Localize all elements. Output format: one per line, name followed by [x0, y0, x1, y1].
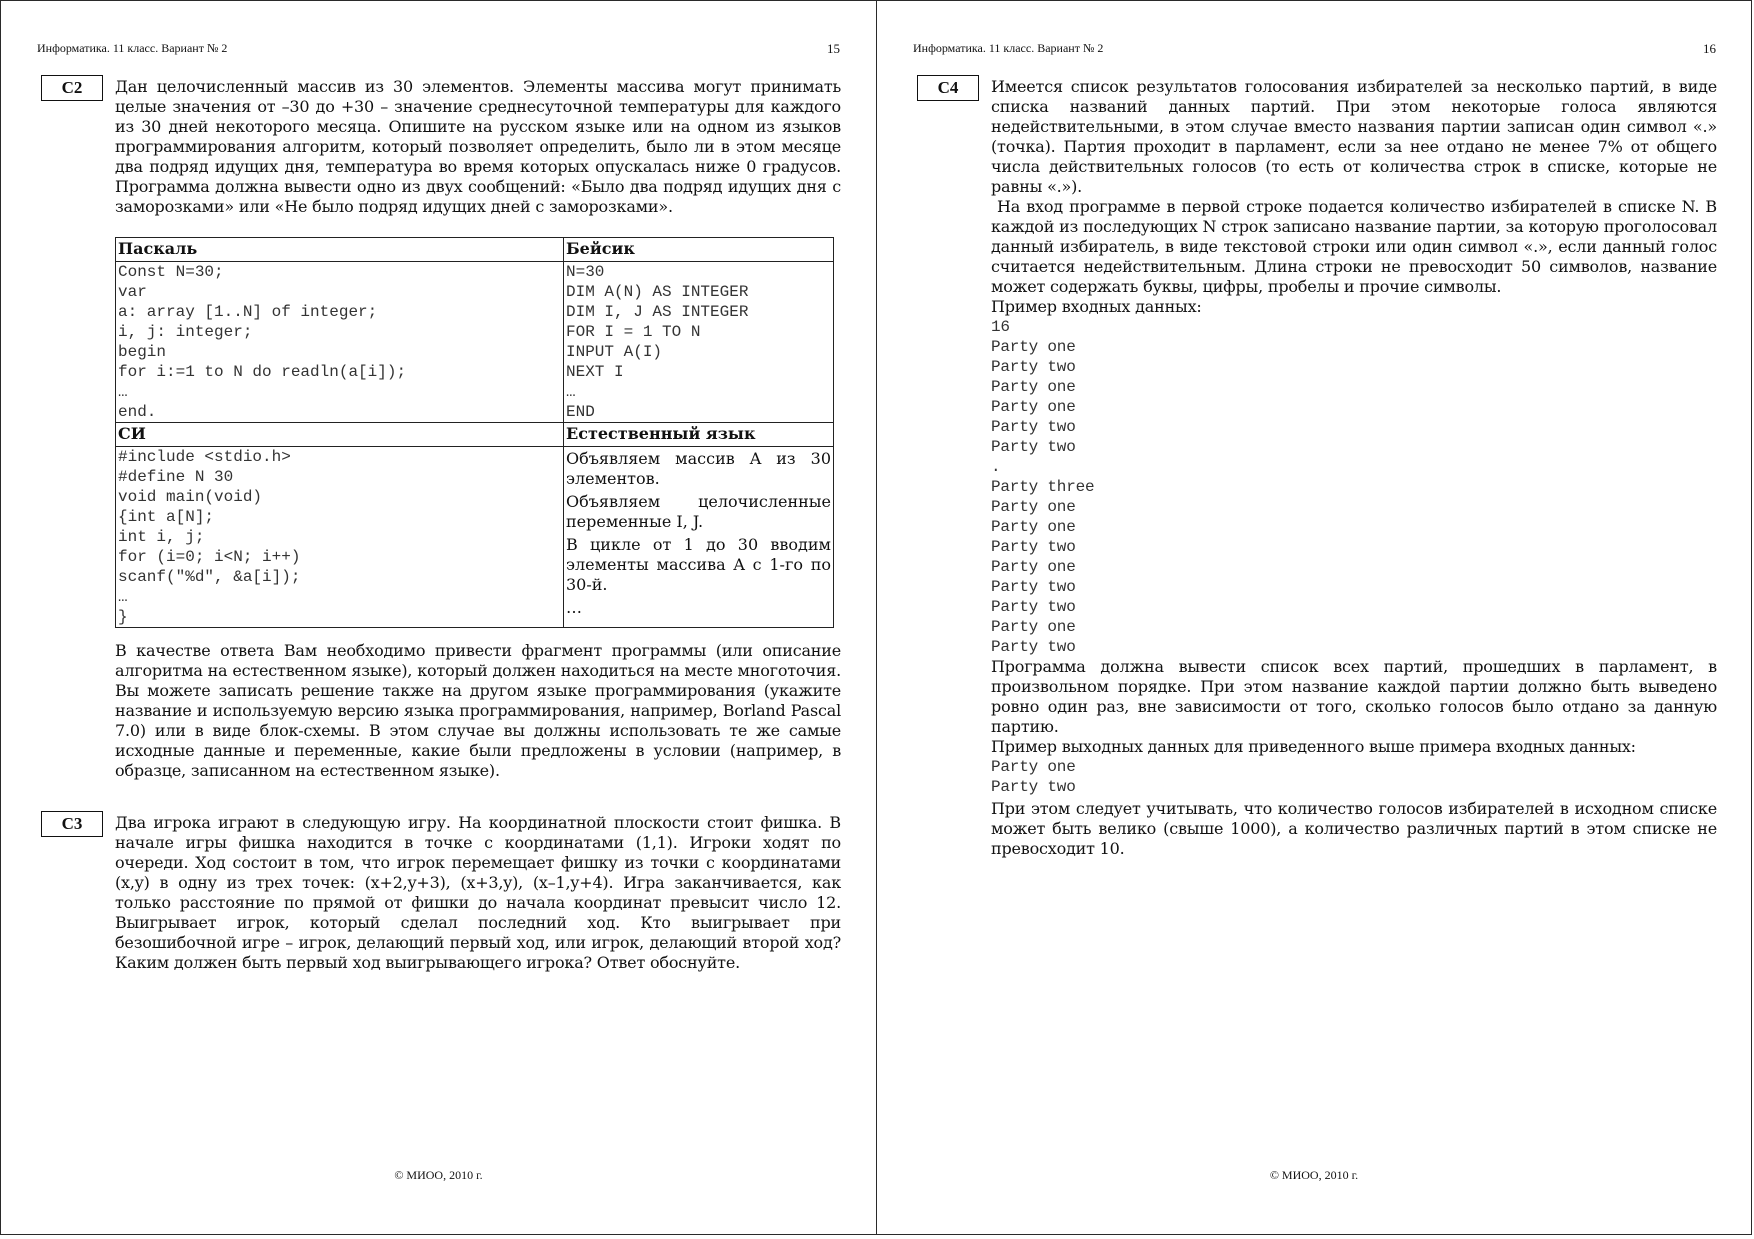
input-line: 16: [991, 318, 1010, 336]
page-header-title: Информатика. 11 класс. Вариант № 2: [37, 41, 228, 55]
input-line: Party three: [991, 478, 1095, 496]
input-line: Party two: [991, 418, 1076, 436]
code-line: void main(void): [118, 488, 263, 506]
input-line: Party one: [991, 498, 1076, 516]
natural-language: [564, 447, 834, 628]
output-line: Party one: [991, 758, 1076, 776]
input-line: Party two: [991, 578, 1076, 596]
output-line: Party two: [991, 778, 1076, 796]
task-label-c2: C2: [41, 75, 103, 101]
input-line: Party two: [991, 598, 1076, 616]
c-code: [116, 447, 564, 628]
code-line: N=30: [566, 263, 605, 281]
code-line: INPUT A(I): [566, 343, 663, 361]
code-line: for (i=0; i<N; i++): [118, 548, 301, 566]
c4-task-text: [991, 77, 1717, 859]
c4-para-1: Имеется список результатов голосования избирателей за несколько партий, в виде списка названий данных партий. При этом некоторые голоса являются недействительными, в этом случае вместо названия партии записан один символ «.» (точка). Партия проходит в парламент, если за нее отдано не менее 7% от общего числа действительных голосов (то есть от количества строк в списке, которые не равны «.»).: [991, 77, 1717, 196]
code-line: END: [566, 403, 595, 421]
page-number: 15: [827, 41, 840, 56]
code-line: i, j: integer;: [118, 323, 253, 341]
code-line: {int a[N];: [118, 508, 215, 526]
input-line: Party two: [991, 538, 1076, 556]
code-line: …: [118, 588, 128, 606]
natural-line: В цикле от 1 до 30 вводим элементы массива A с 1-го по 30-й.: [566, 535, 831, 594]
code-table: [115, 237, 834, 628]
c4-para-4: При этом следует учитывать, что количество голосов избирателей в исходном списке может быть велико (свыше 1000), а количество различных партий в этом списке не превосходит 10.: [991, 799, 1717, 858]
code-line: scanf("%d", &a[i]);: [118, 568, 301, 586]
code-line: …: [118, 383, 128, 401]
code-line: …: [566, 383, 576, 401]
pascal-header: Паскаль: [116, 238, 564, 262]
code-line: FOR I = 1 TO N: [566, 323, 701, 341]
c4-para-2: На вход программе в первой строке подается количество избирателей в списке N. В каждой из последующих N строк записано название партии, за которую проголосовал данный избиратель, в виде текстовой строки или один символ «.», если данный голос считается недействительным. Длина строки не превосходит 50 символов, название может содержать буквы, цифры, пробелы и прочие символы.: [991, 197, 1717, 296]
input-line: Party one: [991, 518, 1076, 536]
page-right: [876, 0, 1752, 1235]
c4-output-caption: Пример выходных данных для приведенного выше примера входных данных:: [991, 737, 1636, 756]
basic-header: Бейсик: [564, 238, 834, 262]
code-line: DIM I, J AS INTEGER: [566, 303, 749, 321]
c4-para-3: Программа должна вывести список всех партий, прошедших в парламент, в произвольном порядке. При этом название каждой партии должно быть выведено ровно один раз, вне зависимости от того, сколько голосов было отдано за данную партию.: [991, 657, 1717, 736]
natural-header: Естественный язык: [564, 423, 834, 447]
task-label-c3: C3: [41, 811, 103, 837]
c4-input-caption: Пример входных данных:: [991, 297, 1202, 316]
input-line: Party one: [991, 338, 1076, 356]
c-header: СИ: [116, 423, 564, 447]
c2-answer-note: В качестве ответа Вам необходимо привести фрагмент программы (или описание алгоритма на естественном языке), который должен находиться на месте многоточия. Вы можете записать решение также на другом языке программирования (укажите название и используемую версию языка программирования, например, Borland Pascal 7.0) или в виде блок-схемы. В этом случае вы должны использовать те же самые исходные данные и переменные, какие были предложены в условии (например, в образце, записанном на естественном языке).: [115, 641, 841, 780]
input-line: Party one: [991, 618, 1076, 636]
pascal-code: [116, 262, 564, 423]
page-footer: © МИОО, 2010 г.: [394, 1168, 483, 1182]
page-left: [0, 0, 876, 1235]
code-line: begin: [118, 343, 167, 361]
code-line: #include <stdio.h>: [118, 448, 291, 466]
page-header-title: Информатика. 11 класс. Вариант № 2: [913, 41, 1104, 55]
code-line: DIM A(N) AS INTEGER: [566, 283, 749, 301]
c3-text: Два игрока играют в следующую игру. На координатной плоскости стоит фишка. В начале игры фишка находится в точке с координатами (1,1). Игроки ходят по очереди. Ход состоит в том, что игрок перемещает фишку из точки с координатами (x,y) в одну из трех точек: (x+2,y+3), (x+3,y), (x–1,y+4). Игра заканчивается, как только расстояние по прямой от фишки до начала координат превысит число 12. Выигрывает игрок, который сделал последний ход. Кто выигрывает при безошибочной игре – игрок, делающий первый ход, или игрок, делающий второй ход? Каким должен быть первый ход выигрывающего игрока? Ответ обоснуйте.: [115, 813, 841, 972]
task-label-c4: C4: [917, 75, 979, 101]
code-line: end.: [118, 403, 157, 421]
natural-line: Объявляем целочисленные переменные I, J.: [566, 492, 831, 531]
code-line: a: array [1..N] of integer;: [118, 303, 378, 321]
c4-input-example: [991, 317, 1717, 657]
code-line: int i, j;: [118, 528, 205, 546]
input-line: Party one: [991, 378, 1076, 396]
input-line: Party two: [991, 358, 1076, 376]
page-number: 16: [1703, 41, 1716, 56]
code-line: for i:=1 to N do readln(a[i]);: [118, 363, 407, 381]
code-line: NEXT I: [566, 363, 624, 381]
code-line: Const N=30;: [118, 263, 224, 281]
page-footer: © МИОО, 2010 г.: [1269, 1168, 1359, 1182]
code-line: var: [118, 283, 147, 301]
code-line: }: [118, 608, 128, 626]
input-line: Party two: [991, 438, 1076, 456]
basic-code: [564, 262, 834, 423]
input-line: Party two: [991, 638, 1076, 656]
natural-line: Объявляем массив A из 30 элементов.: [566, 449, 831, 488]
natural-line: …: [566, 598, 582, 617]
input-line: Party one: [991, 398, 1076, 416]
code-line: #define N 30: [118, 468, 234, 486]
c2-intro: Дан целочисленный массив из 30 элементов. Элементы массива могут принимать целые значения от –30 до +30 – значение среднесуточной температуры для каждого из 30 дней некоторого месяца. Опишите на русском языке или на одном из языков программирования алгоритм, который позволяет определить, было ли в этом месяце два подряд идущих дня, температура во время которых опускалась ниже 0 градусов. Программа должна вывести одно из двух сообщений: «Было два подряд идущих дня с заморозками» или «Не было подряд идущих дней с заморозками».: [115, 77, 841, 216]
input-line: .: [991, 458, 1001, 476]
c4-output-example: [991, 757, 1717, 797]
input-line: Party one: [991, 558, 1076, 576]
